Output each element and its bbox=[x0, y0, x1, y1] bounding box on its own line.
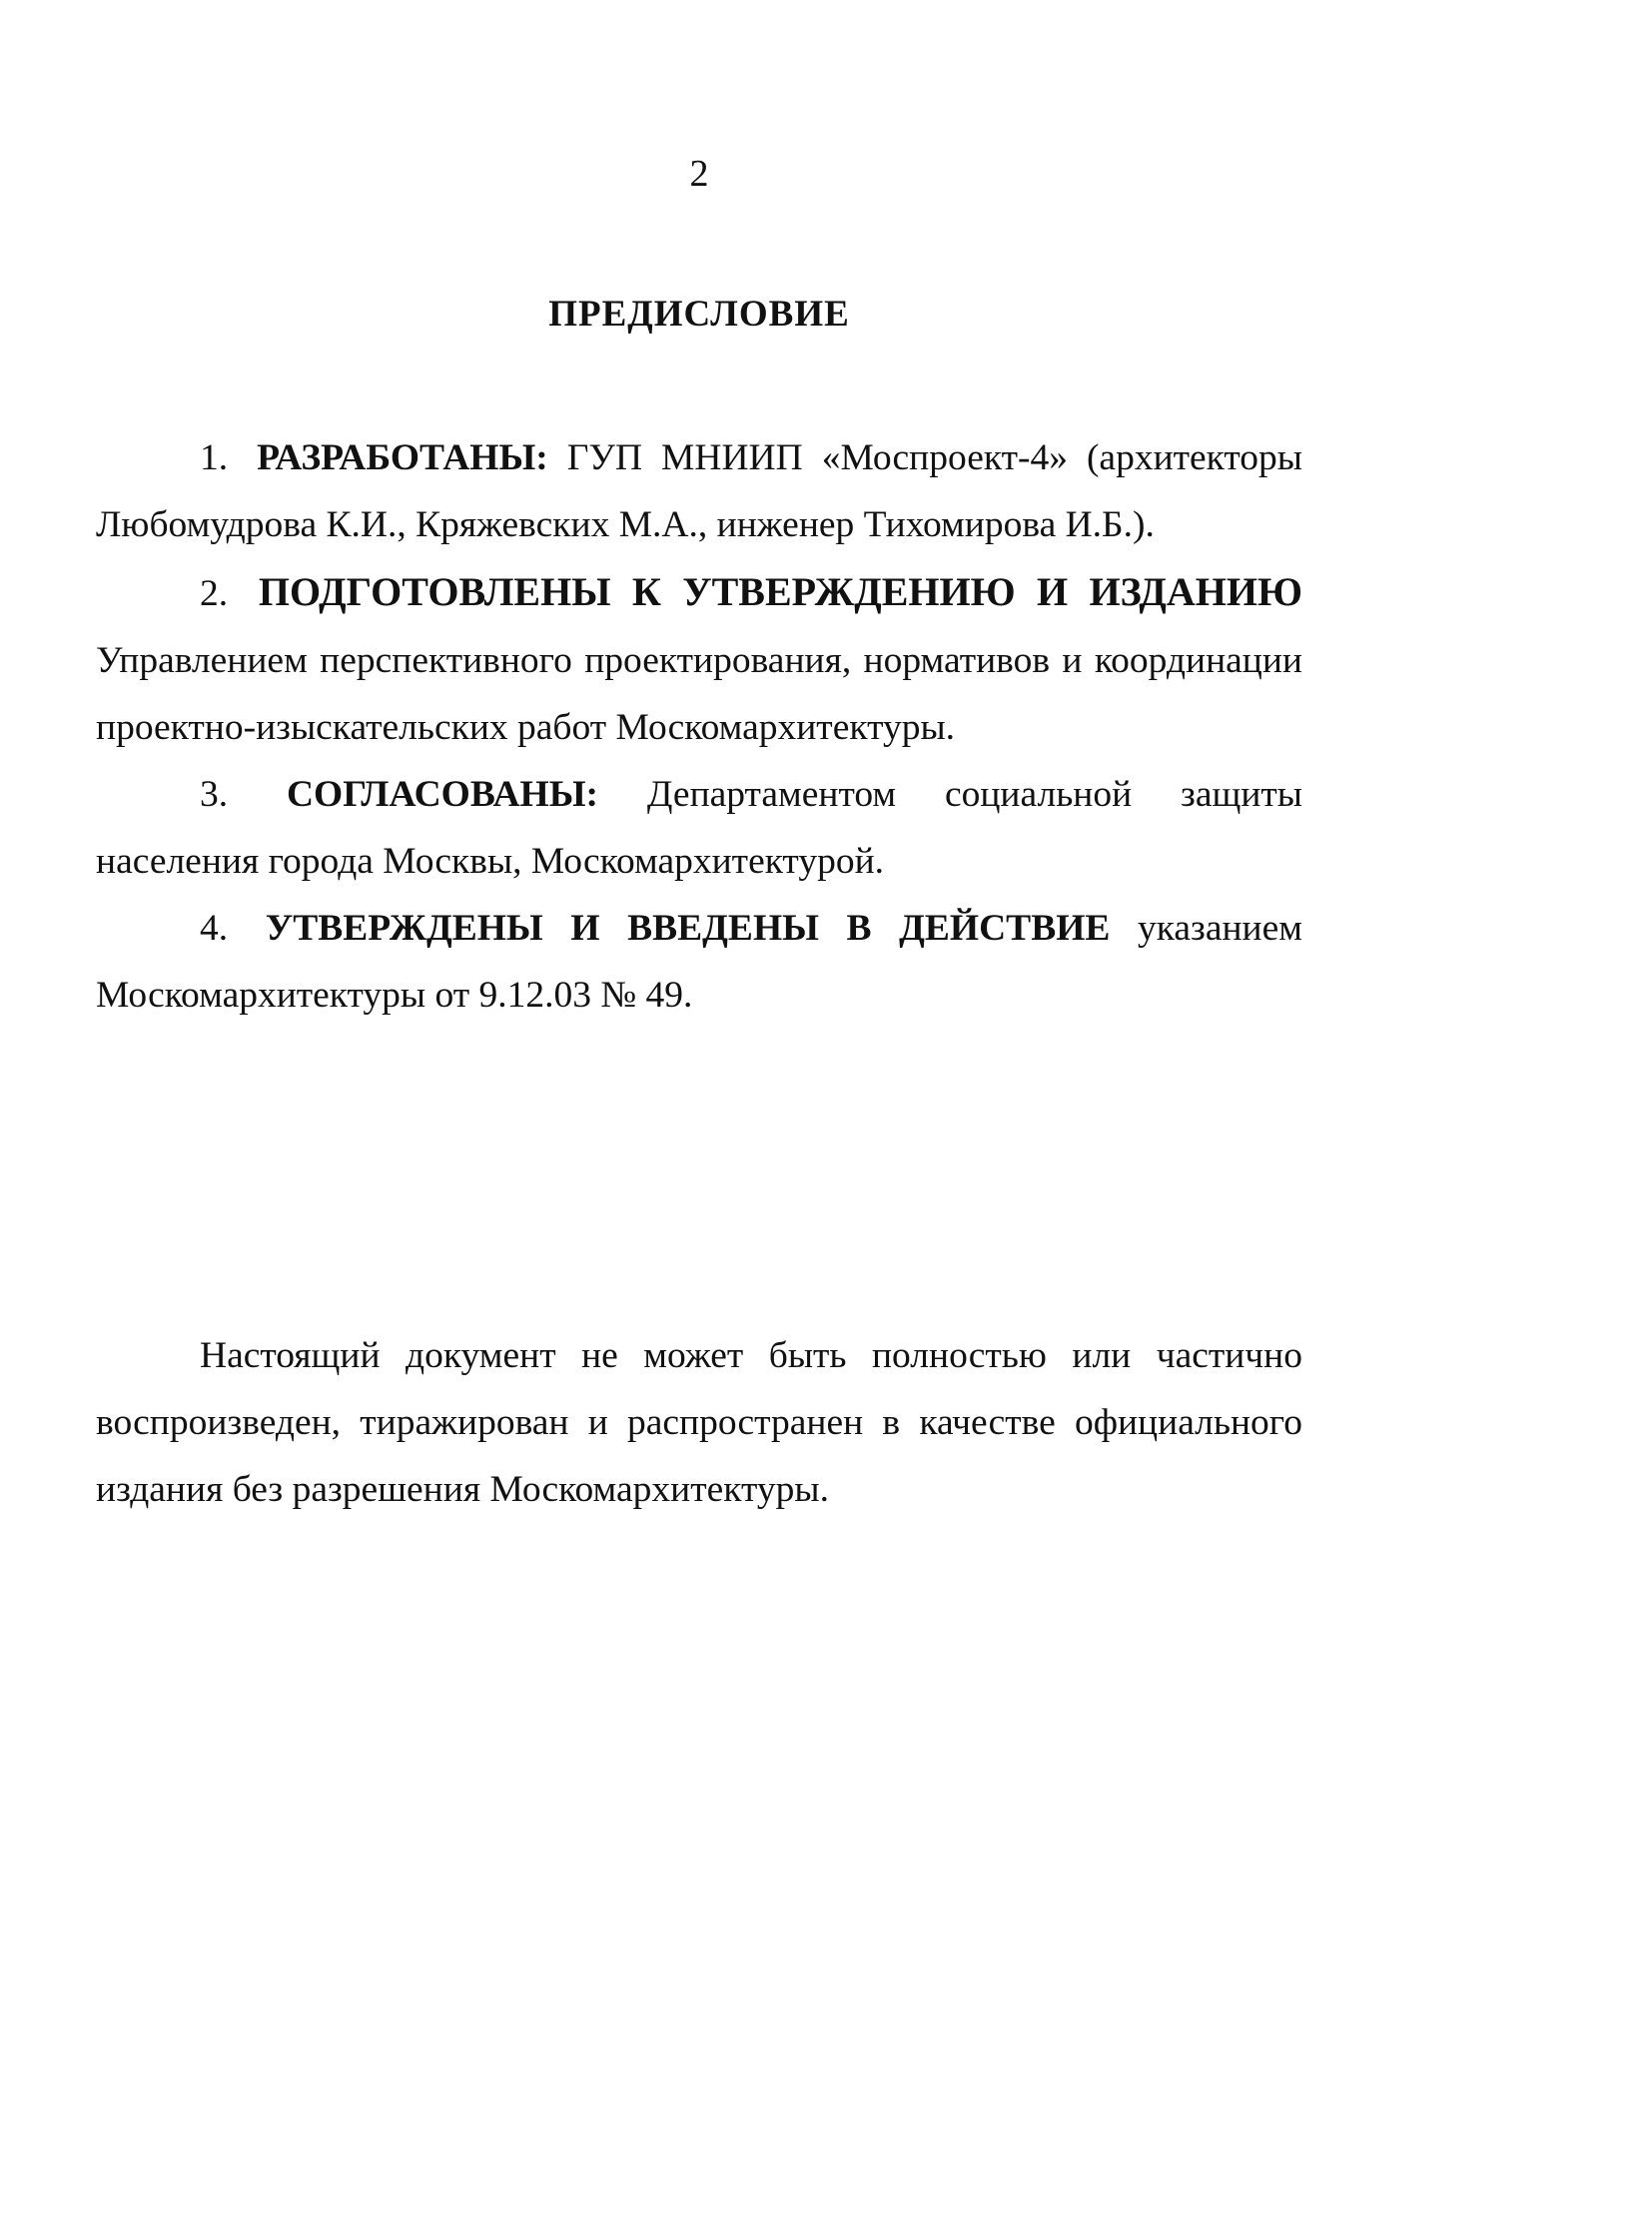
item-label: СОГЛАСОВАНЫ: bbox=[286, 774, 599, 815]
item-number: 1. bbox=[200, 437, 229, 478]
preface-item-prepared bbox=[96, 558, 1302, 761]
item-number: 3. bbox=[200, 774, 229, 815]
preface-item-agreed bbox=[96, 761, 1302, 895]
item-label: ПОДГОТОВЛЕНЫ К УТВЕРЖДЕНИЮ И ИЗДАНИЮ bbox=[258, 569, 1302, 614]
item-text: ГУП МНИИП «Моспроект-4» (архитекторы Любомудрова К.И., Кряжевских М.А., инженер Тихомирова И.Б.). bbox=[96, 437, 1302, 545]
page-number: 2 bbox=[689, 153, 709, 195]
copyright-notice bbox=[96, 1322, 1302, 1523]
item-text: Департаментом социальной защиты населения города Москвы, Москомархитектурой. bbox=[96, 774, 1303, 882]
preface-item-developed bbox=[96, 424, 1302, 558]
preface-list bbox=[96, 424, 1302, 1029]
item-label: УТВЕРЖДЕНЫ И ВВЕДЕНЫ В ДЕЙСТВИЕ bbox=[265, 908, 1111, 949]
preface-heading: ПРЕДИСЛОВИЕ bbox=[548, 294, 850, 335]
item-number: 2. bbox=[200, 573, 229, 614]
item-number: 4. bbox=[200, 908, 229, 949]
notice-text: Настоящий документ не может быть полностью или частично воспроизведен, тиражирован и распространен в качестве официального издания без разрешения Москомархитектуры. bbox=[96, 1335, 1302, 1510]
item-text: Управлением перспективного проектирования, нормативов и координации проектно-изыскательских работ Москомархитектуры. bbox=[96, 640, 1302, 748]
item-label: РАЗРАБОТАНЫ: bbox=[257, 437, 548, 478]
item-text: указанием Москомархитектуры от 9.12.03 № 49. bbox=[96, 908, 1302, 1016]
preface-item-approved bbox=[96, 895, 1302, 1029]
